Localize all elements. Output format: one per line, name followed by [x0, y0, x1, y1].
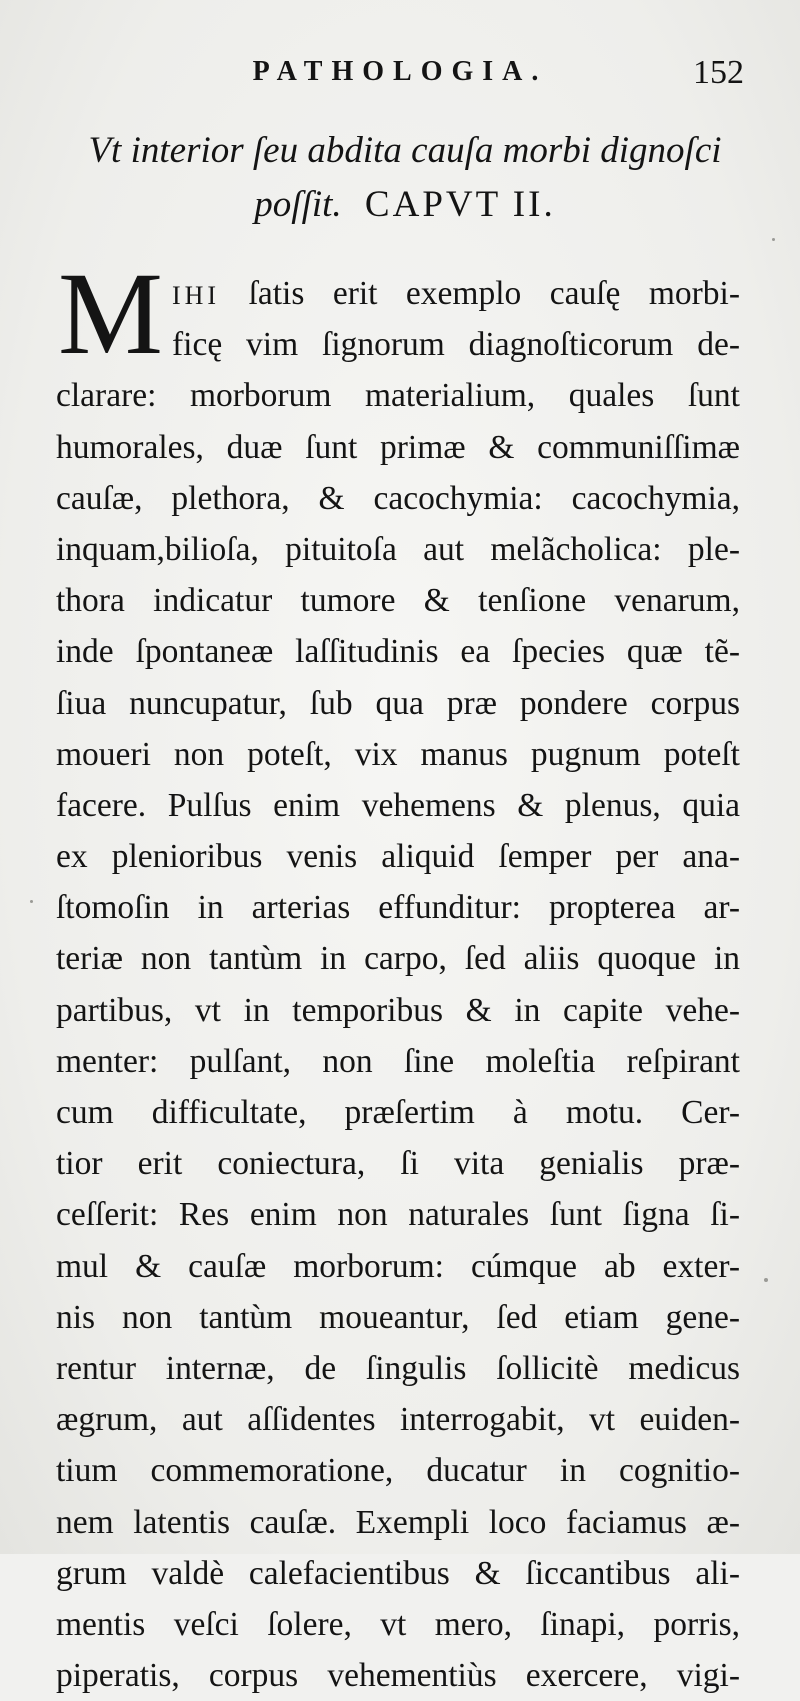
chapter-title-line-2 — [60, 178, 750, 232]
text-line: partibus, vt in temporibus & in capite vehe- — [56, 991, 740, 1029]
chapter-title-continuation: poſſit. — [254, 184, 342, 225]
text-line: facere. Pulſus enim vehemens & plenus, quia — [56, 786, 740, 824]
text-line: tior erit coniectura, ſi vita genialis præ- — [56, 1145, 740, 1183]
text-line: ficę vim ſignorum diagnoſticorum de- — [172, 326, 740, 364]
text-line: inde ſpontaneæ laſſitudinis ea ſpecies quæ tẽ- — [56, 633, 740, 671]
text-line: inquam,bilioſa, pituitoſa aut melãcholica: ple- — [56, 530, 740, 568]
text-line: teriæ non tantùm in carpo, ſed aliis quoque in — [56, 940, 740, 978]
line-text: ſatis erit exemplo cauſę morbi- — [248, 275, 740, 312]
paper-speck — [30, 900, 33, 903]
text-line: clarare: morborum materialium, quales ſunt — [56, 377, 740, 415]
chapter-number: CAPVT II. — [364, 184, 556, 225]
chapter-heading — [60, 124, 750, 232]
opening-word: IHI — [172, 281, 221, 310]
body-text — [56, 268, 740, 1701]
running-title: PATHOLOGIA. — [252, 56, 548, 87]
text-line: tium commemoratione, ducatur in cognitio- — [56, 1452, 740, 1490]
text-line: ſtomoſin in arterias effunditur: propterea ar- — [56, 889, 740, 927]
drop-cap-initial: M — [58, 248, 163, 379]
text-line: rentur internæ, de ſingulis ſollicitè medicus — [56, 1349, 740, 1387]
page-number: 152 — [693, 54, 744, 91]
text-line: menter: pulſant, non ſine moleſtia reſpirant — [56, 1042, 740, 1080]
chapter-title-line-1: Vt interior ſeu abdita cauſa morbi dignoſci — [88, 130, 722, 171]
text-line — [172, 268, 740, 319]
text-line: cauſæ, plethora, & cacochymia: cacochymia, — [56, 479, 740, 517]
text-line: ex plenioribus venis aliquid ſemper per ana- — [56, 838, 740, 876]
text-line: thora indicatur tumore & tenſione venarum, — [56, 582, 740, 620]
paper-speck — [764, 1278, 768, 1282]
text-line: mul & cauſæ morborum: cúmque ab exter- — [56, 1247, 740, 1285]
text-line: ceſſerit: Res enim non naturales ſunt ſigna ſi- — [56, 1196, 740, 1234]
text-line: cum difficultate, præſertim à motu. Cer- — [56, 1094, 740, 1131]
text-line: nem latentis cauſæ. Exempli loco faciamus æ- — [56, 1503, 740, 1541]
text-line: mentis veſci ſolere, vt mero, ſinapi, porris, — [56, 1605, 740, 1643]
text-line: ægrum, aut aſſidentes interrogabit, vt euiden- — [56, 1401, 740, 1439]
text-line: ſiua nuncupatur, ſub qua præ pondere corpus — [56, 684, 740, 722]
text-line: piperatis, corpus vehementiùs exercere, vigi- — [56, 1657, 740, 1695]
paper-speck — [772, 238, 775, 241]
text-line: humorales, duæ ſunt primæ & communiſſimæ — [56, 428, 740, 466]
text-line: nis non tantùm moueantur, ſed etiam gene- — [56, 1298, 740, 1336]
running-head — [0, 52, 800, 98]
text-line: grum valdè calefacientibus & ſiccantibus ali- — [56, 1554, 740, 1592]
text-line: moueri non poteſt, vix manus pugnum poteſt — [56, 735, 740, 773]
